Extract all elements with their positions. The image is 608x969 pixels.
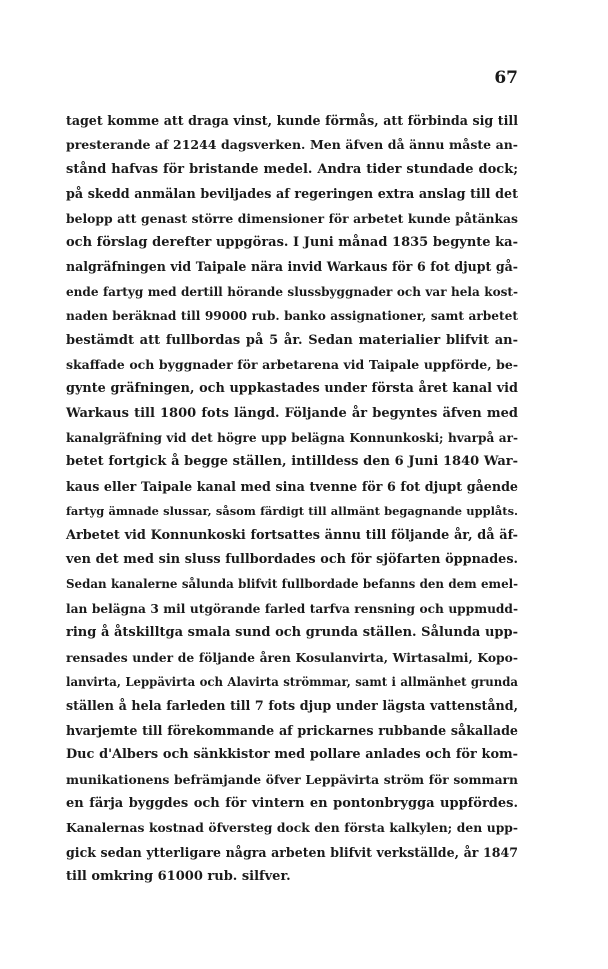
text-line: gynte gräfningen, och uppkastades under första året kanal vid — [66, 381, 518, 397]
text-line: betet fortgick å begge ställen, intilldess den 6 Juni 1840 War- — [66, 454, 518, 470]
text-line: lan belägna 3 mil utgörande farled tarfva rensning och uppmudd- — [66, 601, 518, 616]
text-line: Duc d'Albers och sänkkistor med pollare anlades och för kom- — [66, 747, 518, 763]
text-line: kanalgräfning vid det högre upp belägna Konnunkoski; hvarpå ar- — [66, 431, 518, 446]
text-line: rensades under de följande åren Kosulanvirta, Wirtasalmi, Kopo- — [66, 649, 518, 665]
text-line: ring å åtskilltga smala sund och grunda ställen. Sålunda upp- — [66, 625, 518, 641]
text-line: kaus eller Taipale kanal med sina tvenne för 6 fot djupt gående — [66, 478, 518, 494]
text-line: gick sedan ytterligare några arbeten blifvit verkställde, år 1847 — [66, 844, 518, 860]
text-line: bestämdt att fullbordas på 5 år. Sedan materialier blifvit an- — [66, 332, 518, 348]
text-line: lanvirta, Leppävirta och Alavirta strömmar, samt i allmänhet grunda — [66, 674, 518, 689]
text-line: nalgräfningen vid Taipale nära invid Warkaus för 6 fot djupt gå- — [66, 259, 518, 275]
text-line: stånd hafvas för bristande medel. Andra tider stundade dock; — [66, 161, 518, 177]
text-line: på skedd anmälan beviljades af regeringen extra anslag till det — [66, 186, 518, 202]
text-line: Kanalernas kostnad öfversteg dock den första kalkylen; den upp- — [66, 820, 518, 836]
text-line: Warkaus till 1800 fots längd. Följande år begyntes äfven med — [66, 405, 518, 421]
text-line: belopp att genast större dimensioner för arbetet kunde påtänkas — [66, 210, 518, 226]
text-line: hvarjemte till förekommande af prickarnes rubbande såkallade — [66, 722, 518, 738]
text-line: Arbetet vid Konnunkoski fortsattes ännu till följande år, då äf- — [66, 527, 518, 543]
text-line: munikationens befrämjande öfver Leppävirta ström för sommarn — [66, 771, 518, 787]
text-line: taget komme att draga vinst, kunde förmås, att förbinda sig till — [66, 113, 518, 128]
text-line: fartyg ämnade slussar, såsom färdigt till allmänt begagnande upplåts. — [66, 504, 518, 519]
text-line: Sedan kanalerne sålunda blifvit fullbordade befanns den dem emel- — [66, 577, 518, 592]
page-number: 67 — [494, 68, 518, 88]
text-line: skaffade och byggnader för arbetarena vid Taipale uppförde, be- — [66, 356, 518, 372]
text-line: naden beräknad till 99000 rub. banko assignationer, samt arbetet — [66, 309, 518, 324]
text-line: ven det med sin sluss fullbordades och för sjöfarten öppnades. — [66, 552, 518, 568]
text-line: presterande af 21244 dagsverken. Men äfven då ännu måste an- — [66, 137, 518, 153]
text-line: ende fartyg med dertill hörande slussbyggnader och var hela kost- — [66, 284, 518, 299]
text-line: en färja byggdes och för vintern en pontonbrygga uppfördes. — [66, 795, 518, 811]
text-line: ställen å hela farleden till 7 fots djup under lägsta vattenstånd, — [66, 698, 518, 714]
body-text — [66, 109, 518, 890]
text-line: till omkring 61000 rub. silfver. — [66, 869, 291, 885]
text-line: och förslag derefter uppgöras. I Juni månad 1835 begynte ka- — [66, 234, 518, 250]
